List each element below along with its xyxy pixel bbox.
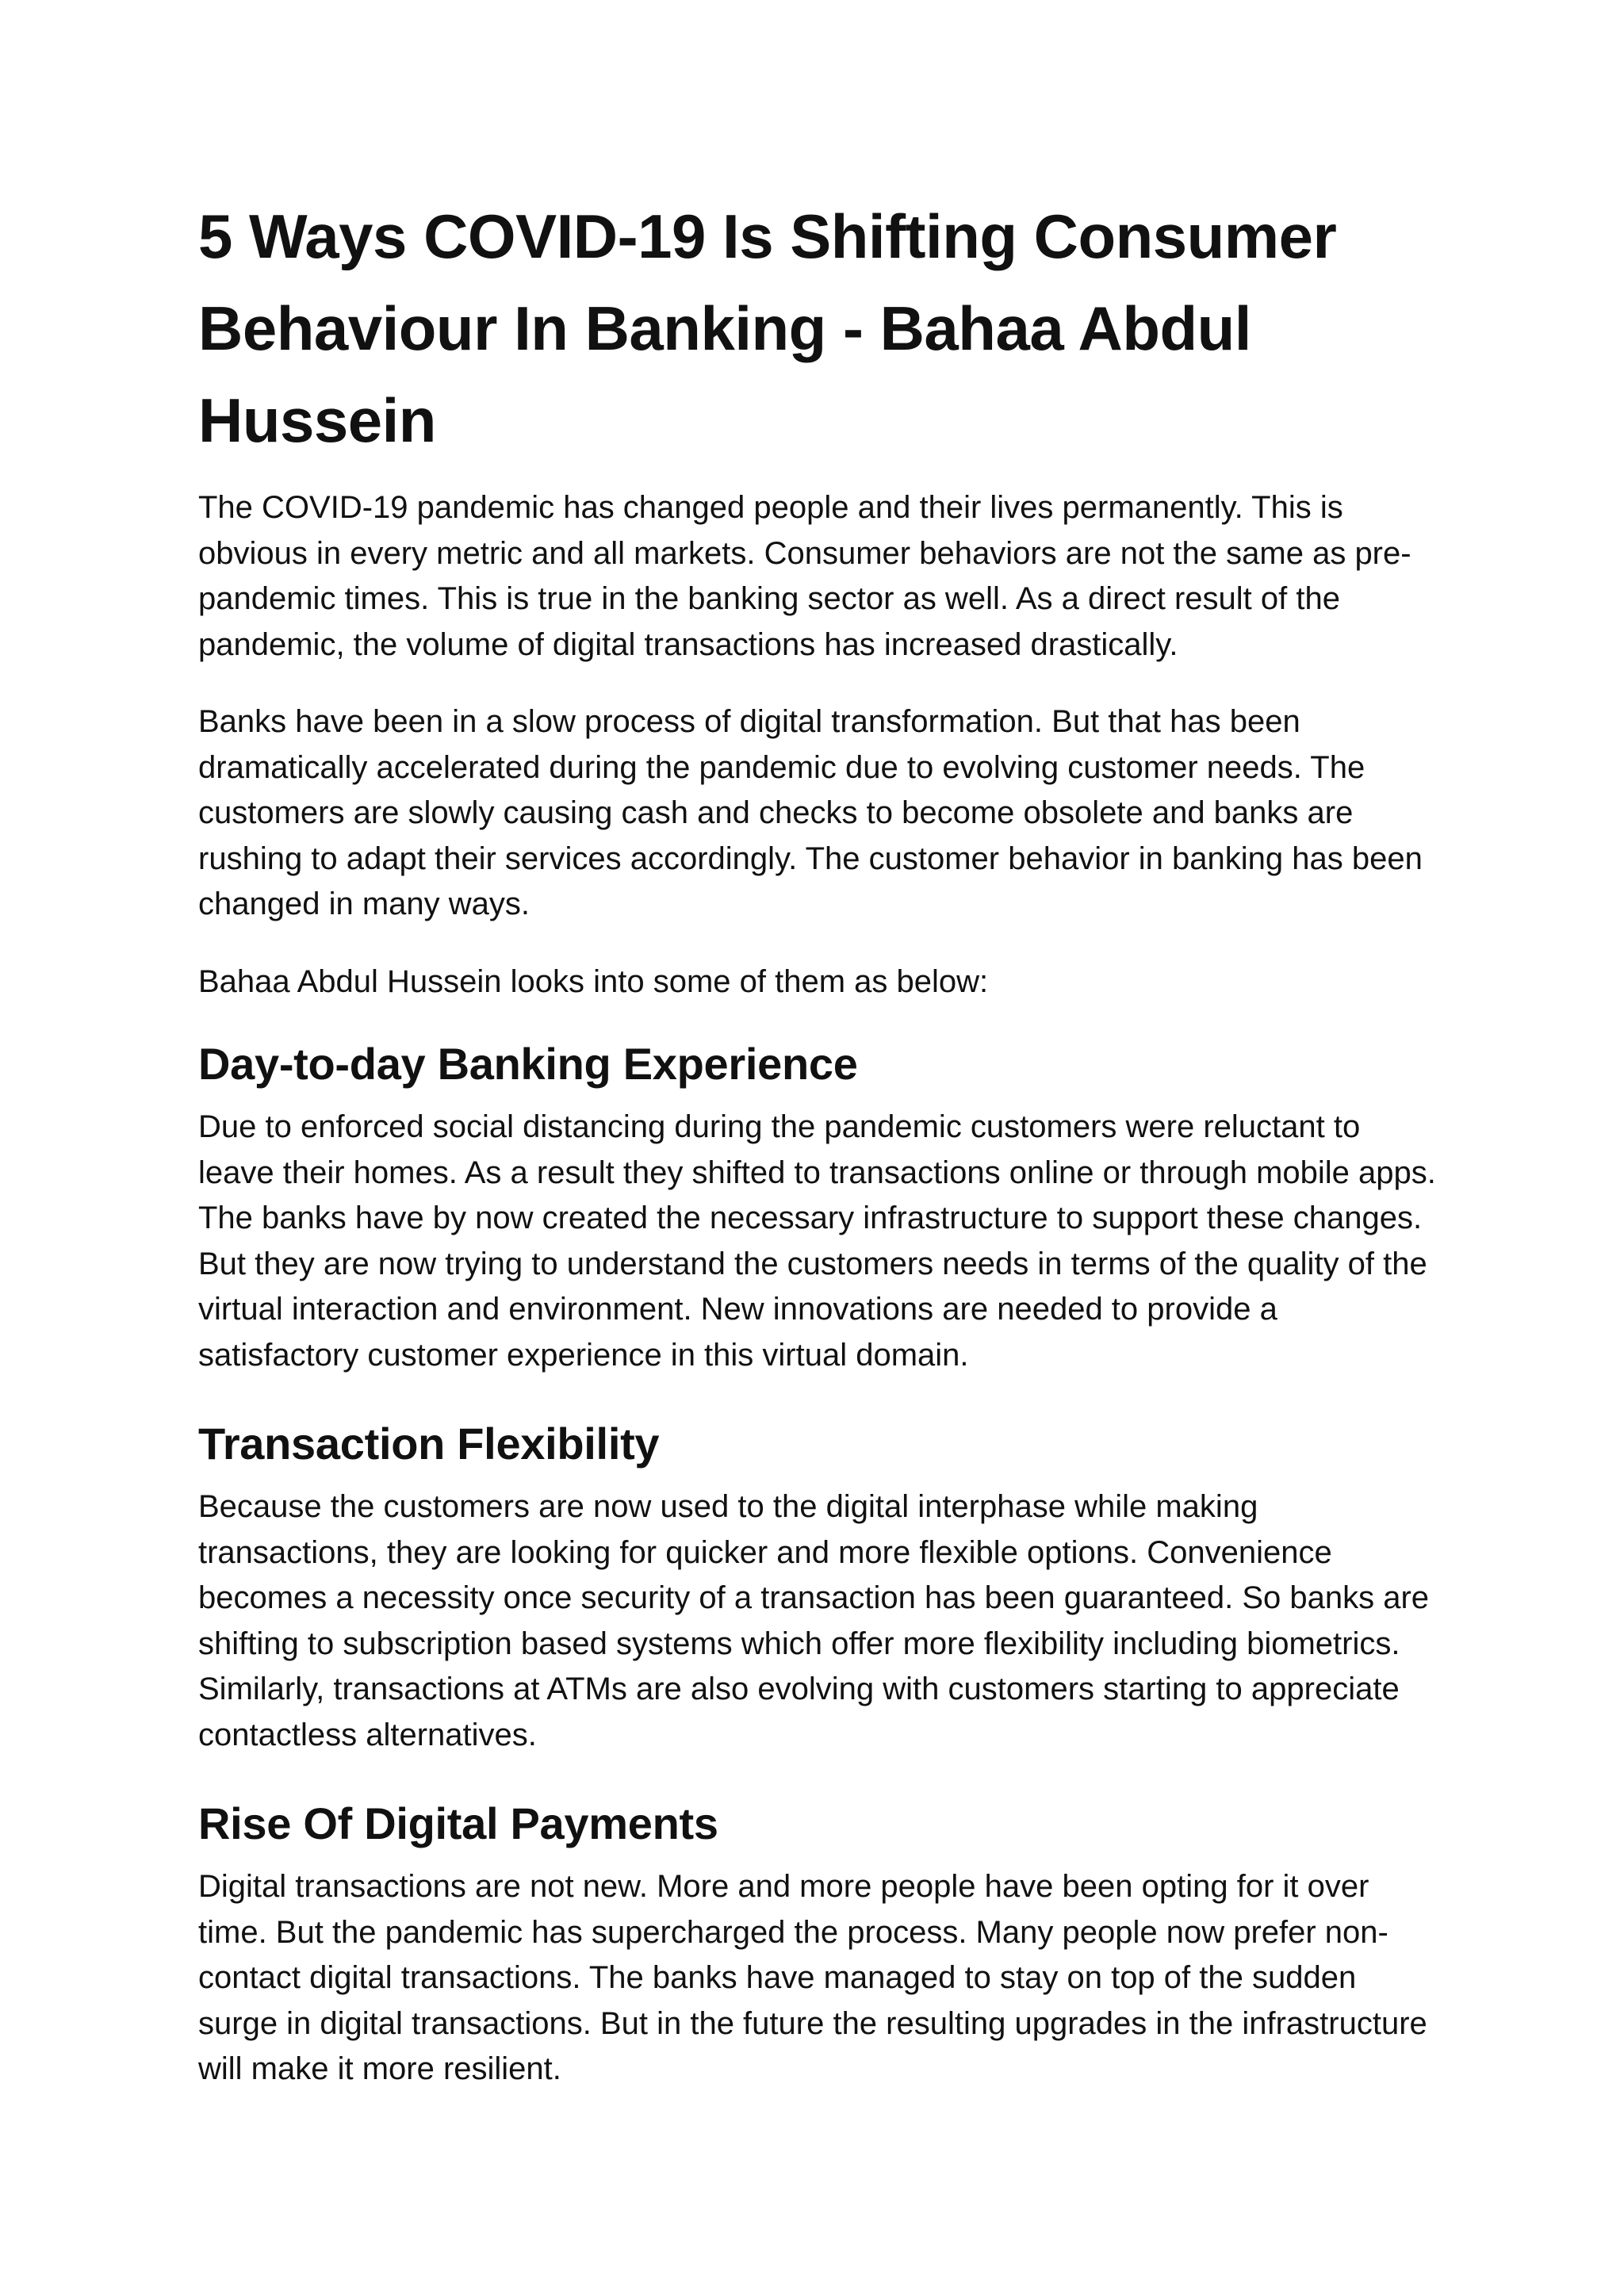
intro-paragraph-3: Bahaa Abdul Hussein looks into some of them as below: <box>198 963 989 999</box>
section-heading-transaction-flexibility: Transaction Flexibility <box>198 1419 660 1469</box>
intro-paragraph-1: The COVID-19 pandemic has changed people and their lives permanently. This is obvious in every metric and all markets. Consumer behaviors are not the same as pre-pandemic times. This is true in the banking sector as well. As a direct result of the pandemic, the volume of digital transactions has increased drastically. <box>198 490 1411 662</box>
intro-paragraph-2: Banks have been in a slow process of digital transformation. But that has been dramatically accelerated during the pandemic due to evolving customer needs. The customers are slowly causing cash and checks to become obsolete and banks are rushing to adapt their services accordingly. The customer behavior in banking has been changed in many ways. <box>198 704 1423 921</box>
section-body-transaction-flexibility: Because the customers are now used to the digital interphase while making transactions, they are looking for quicker and more flexible options. Convenience becomes a necessity once security of a transaction has been guaranteed. So banks are shifting to subscription based systems which offer more flexibility including biometrics. Similarly, transactions at ATMs are also evolving with customers starting to appreciate contactless alternatives. <box>198 1489 1430 1752</box>
section-heading-day-to-day-banking: Day-to-day Banking Experience <box>198 1039 858 1089</box>
document-page <box>198 190 1443 2124</box>
section-body-digital-payments: Digital transactions are not new. More and more people have been opting for it over time. But the pandemic has supercharged the process. Many people now prefer non-contact digital transactions. The banks have managed to stay on top of the sudden surge in digital transactions. But in the future the resulting upgrades in the infrastructure will make it more resilient. <box>198 1869 1427 2086</box>
section-heading-digital-payments: Rise Of Digital Payments <box>198 1798 718 1848</box>
section-body-day-to-day-banking: Due to enforced social distancing during the pandemic customers were reluctant to leave their homes. As a result they shifted to transactions online or through mobile apps. The banks have by now created the necessary infrastructure to support these changes. But they are now trying to understand the customers needs in terms of the quality of the virtual interaction and environment. New innovations are needed to provide a satisfactory customer experience in this virtual domain. <box>198 1109 1436 1373</box>
document-title: 5 Ways COVID-19 Is Shifting Consumer Behaviour In Banking - Bahaa Abdul Hussein <box>198 201 1337 455</box>
